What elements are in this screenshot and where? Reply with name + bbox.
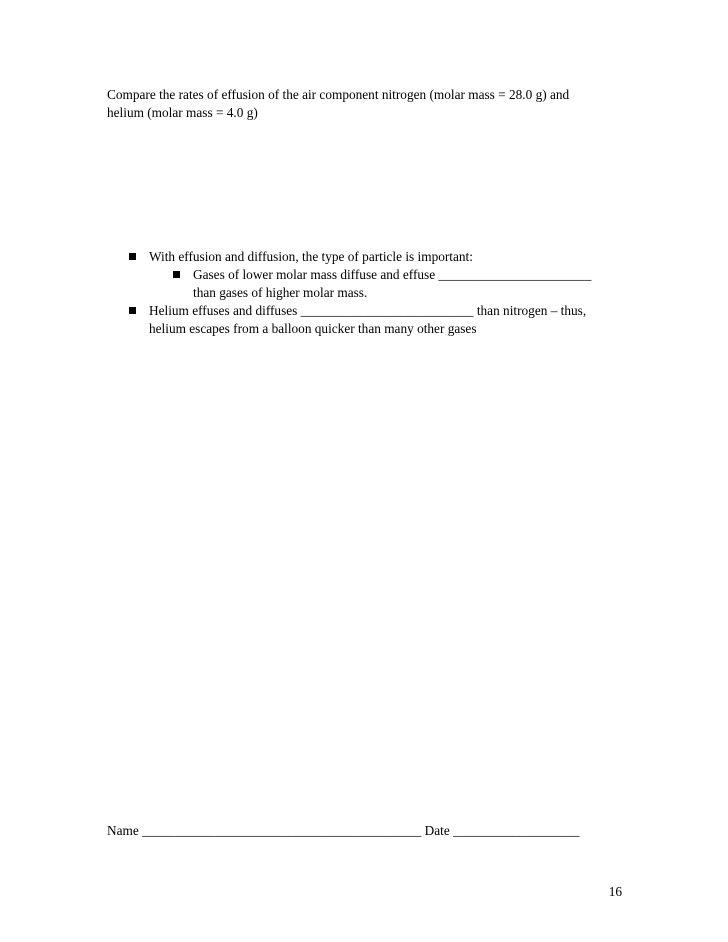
sub-bullet-line-1: Gases of lower molar mass diffuse and effuse _______________________ [193, 267, 592, 282]
bullet-item-particle-type [127, 248, 627, 266]
square-bullet-icon [173, 271, 180, 278]
page-number: 16 [608, 884, 622, 899]
question-line-1: Compare the rates of effusion of the air component nitrogen (molar mass = 28.0 g) and [107, 87, 570, 102]
notes-bullet-list [127, 248, 627, 338]
bullet-text: With effusion and diffusion, the type of particle is important: [149, 249, 473, 264]
square-bullet-icon [129, 307, 136, 314]
sub-bullet-item-molar-mass [171, 266, 627, 302]
bullet-line-1: Helium effuses and diffuses __________________________ than nitrogen – thus, [149, 303, 587, 318]
sub-bullet-line-2: than gases of higher molar mass. [193, 285, 368, 300]
effusion-question [107, 86, 627, 122]
question-line-2: helium (molar mass = 4.0 g) [107, 105, 258, 120]
bullet-line-2: helium escapes from a balloon quicker than many other gases [149, 321, 477, 336]
name-date-line: Name __________________________________________ Date ___________________ [107, 823, 580, 838]
square-bullet-icon [129, 253, 136, 260]
bullet-item-helium [127, 302, 627, 338]
